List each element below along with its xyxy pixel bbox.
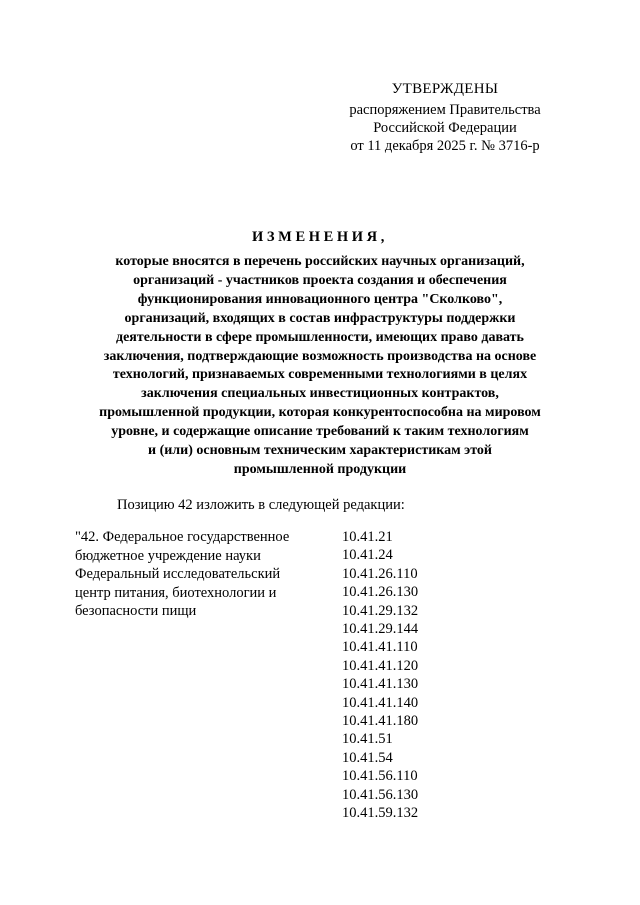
- approval-stamp: [330, 80, 560, 155]
- subtitle-line: деятельности в сфере промышленности, имеющих право давать: [116, 329, 524, 345]
- subtitle-line: заключения, подтверждающие возможность производства на основе: [103, 348, 537, 364]
- product-code: 10.41.29.144: [342, 621, 419, 638]
- subtitle-line: уровне, и содержащие описание требований к таким технологиям: [111, 424, 529, 440]
- product-code: 10.41.51: [342, 731, 393, 748]
- product-code: 10.41.41.130: [342, 676, 419, 693]
- product-code: 10.41.56.130: [342, 786, 419, 803]
- product-code: 10.41.41.120: [342, 657, 419, 674]
- product-code: 10.41.29.132: [342, 602, 419, 619]
- organization-name-line: "42. Федеральное государственное: [75, 529, 290, 545]
- product-code: 10.41.56.110: [342, 768, 418, 785]
- subtitle-line: организаций - участников проекта создания и обеспечения: [133, 272, 507, 288]
- organization-name-line: безопасности пищи: [75, 603, 197, 619]
- product-code: 10.41.41.140: [342, 694, 419, 711]
- product-code: 10.41.26.130: [342, 584, 419, 601]
- subtitle-line: функционирования инновационного центра "Сколково",: [137, 291, 503, 307]
- organization-name-line: бюджетное учреждение науки: [75, 547, 261, 564]
- approval-line-date-number: от 11 декабря 2025 г. № 3716-р: [350, 138, 540, 154]
- subtitle-line: которые вносятся в перечень российских научных организаций,: [115, 254, 525, 269]
- organization-name-line: Федеральный исследовательский: [75, 566, 281, 582]
- approved-heading: УТВЕРЖДЕНЫ: [391, 81, 499, 97]
- subtitle-line: и (или) основным техническим характеристикам этой: [148, 443, 492, 459]
- amendment-instruction: Позицию 42 изложить в следующей редакции:: [117, 497, 405, 513]
- approval-line-decree: распоряжением Правительства: [349, 102, 541, 118]
- organization-name: [75, 528, 325, 621]
- product-code: 10.41.21: [342, 529, 393, 545]
- approval-line-government: Российской Федерации: [373, 120, 517, 136]
- product-code: 10.41.26.110: [342, 565, 418, 582]
- subtitle-line: заключения специальных инвестиционных контрактов,: [141, 386, 499, 402]
- product-code: 10.41.54: [342, 749, 393, 766]
- subtitle-line: промышленной продукции, которая конкурентоспособна на мировом: [99, 405, 541, 421]
- document-subtitle: [60, 253, 580, 480]
- subtitle-line: организаций, входящих в состав инфраструктуры поддержки: [124, 310, 516, 326]
- organization-name-line: центр питания, биотехнологии и: [75, 584, 277, 601]
- product-code: 10.41.41.110: [342, 639, 418, 656]
- subtitle-line: технологий, признаваемых современными технологиями в целях: [112, 367, 528, 383]
- document-title: ИЗМЕНЕНИЯ,: [252, 229, 388, 245]
- product-code: 10.41.24: [342, 547, 393, 564]
- product-code: 10.41.41.180: [342, 713, 419, 730]
- subtitle-line: промышленной продукции: [233, 461, 407, 477]
- product-code-list: [342, 528, 418, 823]
- product-code: 10.41.59.132: [342, 805, 419, 822]
